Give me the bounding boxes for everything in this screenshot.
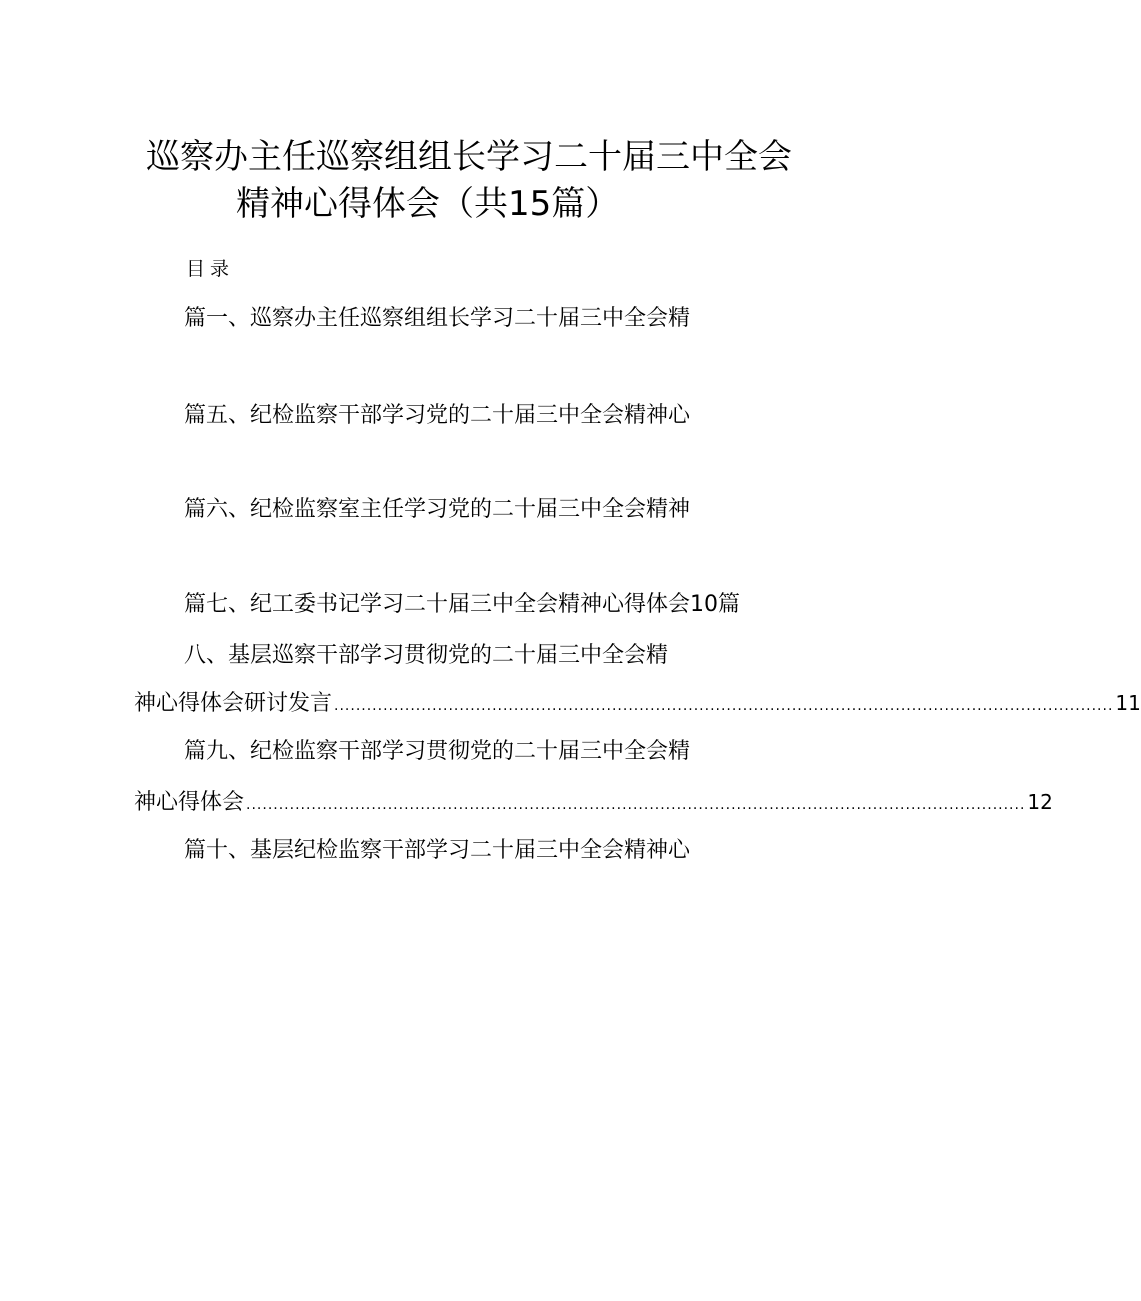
toc-entry-9-page-number: 12 [1027,790,1053,814]
toc-entry-8[interactable]: 八、基层巡察干部学习贯彻党的二十届三中全会精 [184,643,669,668]
document-title-line-2: 精神心得体会（共15篇） [236,184,620,224]
toc-entry-6[interactable]: 篇六、纪检监察室主任学习党的二十届三中全会精神 [184,497,691,522]
dot-leader: ............................................................................................................................................... [334,698,1114,714]
dot-leader: ............................................................................................................................................... [246,797,1026,813]
toc-entry-1[interactable]: 篇一、巡察办主任巡察组组长学习二十届三中全会精 [184,306,691,331]
toc-entry-9-continuation[interactable] [134,788,1053,819]
toc-heading: 目录 [186,258,235,280]
toc-entry-5[interactable]: 篇五、纪检监察干部学习党的二十届三中全会精神心 [184,403,691,428]
document-title-line-1: 巡察办主任巡察组组长学习二十届三中全会 [146,137,792,177]
toc-entry-8-continuation[interactable] [134,689,1141,720]
toc-entry-9-continuation-text: 神心得体会 [134,790,245,815]
toc-entry-9[interactable]: 篇九、纪检监察干部学习贯彻党的二十届三中全会精 [184,739,691,764]
toc-entry-8-continuation-text: 神心得体会研讨发言 [134,691,333,716]
toc-entry-10[interactable]: 篇十、基层纪检监察干部学习二十届三中全会精神心 [184,838,691,863]
toc-entry-7[interactable]: 篇七、纪工委书记学习二十届三中全会精神心得体会10篇 [184,592,740,617]
toc-entry-8-page-number: 11 [1115,691,1141,715]
